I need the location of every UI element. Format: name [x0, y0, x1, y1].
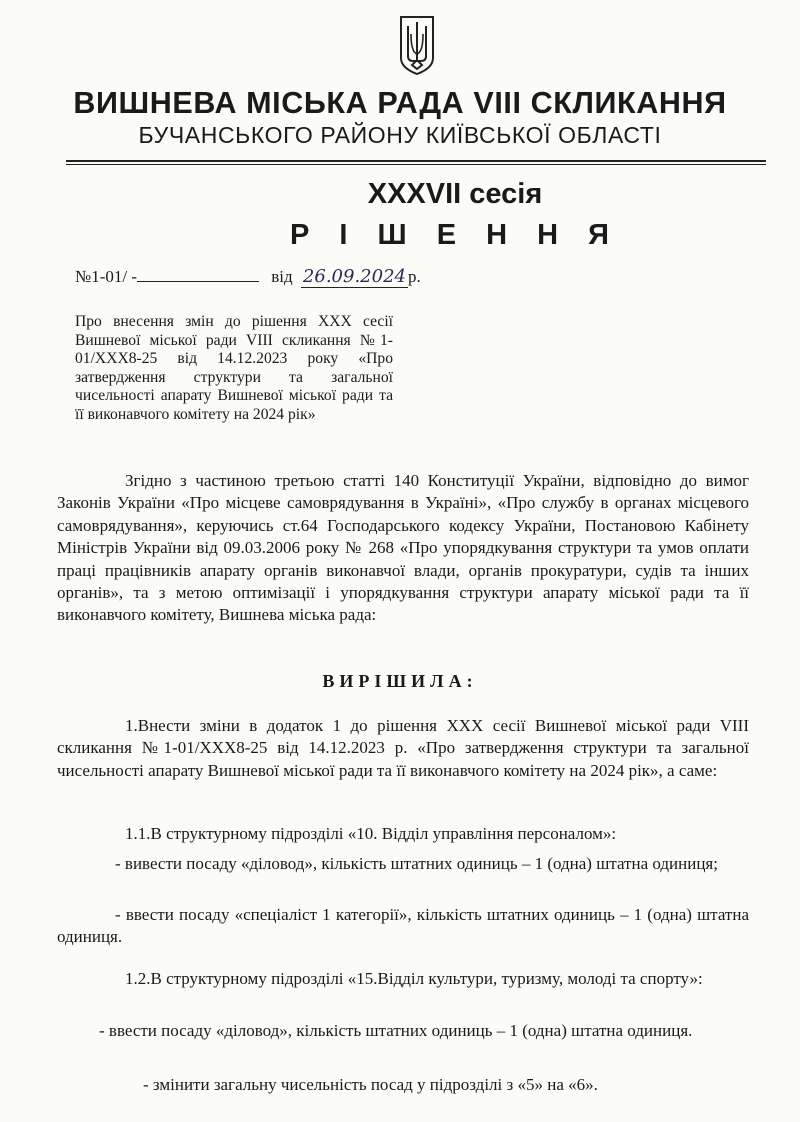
- document-type: Р І Ш Е Н Н Я: [290, 219, 620, 251]
- council-subtitle: БУЧАНСЬКОГО РАЙОНУ КИЇВСЬКОЇ ОБЛАСТІ: [138, 122, 662, 148]
- item-1-1: 1.1.В структурному підрозділі «10. Відділ управління персоналом»:: [125, 824, 617, 843]
- council-name: ВИШНЕВА МІСЬКА РАДА VIII СКЛИКАННЯ: [73, 86, 727, 120]
- item-1: 1.Внести зміни в додаток 1 до рішення XXX сесії Вишневої міської ради VIII скликання №1-01/XXX8-25 від 14.12.2023 р. «Про затвердження структури та загальної чисельності апарату Вишневої міської ради та її виконавчого комітету на 2024 рік», а саме:: [57, 716, 749, 780]
- preamble: Згідно з частиною третьою статті 140 Конституції України, відповідно до вимог Законів України «Про місцеве самоврядування в Україні», «Про службу в органах місцевого самоврядування», керуючись ст.64 Господарського кодексу України, Постановою Кабінету Міністрів України від 09.03.2006 року № 268 «Про упорядкування структури та умов оплати праці працівників апарату органів виконавчої влади, органів прокуратури, судів та інших органів», та з метою оптимізації і упорядкування структури апарату міської ради та її виконавчого комітету, Вишнева міська рада:: [57, 471, 749, 625]
- decision-number-line: [75, 266, 421, 287]
- item-1-2: 1.2.В структурному підрозділі «15.Відділ культури, туризму, молоді та спорту»:: [125, 969, 703, 988]
- header-divider-thin: [66, 164, 766, 165]
- date-suffix: р.: [407, 267, 421, 286]
- decision-number: №1-01/ -: [75, 267, 138, 286]
- handwritten-date: 26.09.2024: [302, 266, 406, 287]
- header-divider: [66, 160, 766, 162]
- coat-of-arms-icon: [397, 14, 437, 76]
- item-1-2-b: - змінити загальну чисельність посад у підрозділі з «5» на «6».: [143, 1075, 598, 1094]
- decision-subject: Про внесення змін до рішення XXX сесії Вишневої міської ради VIII скликання №1-01/XXX8-25 від 14.12.2023 року «Про затвердження структури та загальної чисельності апарату Вишневої міської ради та її виконавчого комітету на 2024 рік»: [75, 313, 393, 423]
- item-1-1-a: - вивести посаду «діловод», кількість штатних одиниць – 1 (одна) штатна одиниця;: [115, 854, 718, 873]
- resolution-heading: ВИРІШИЛА:: [322, 671, 478, 691]
- session-title: XXXVII сесія: [367, 178, 543, 210]
- number-blank: [137, 267, 259, 282]
- item-1-1-b: - ввести посаду «спеціаліст 1 категорії», кількість штатних одиниць – 1 (одна) штатна одиниця.: [57, 905, 749, 947]
- date-prefix: від: [271, 267, 293, 286]
- item-1-2-a: - ввести посаду «діловод», кількість штатних одиниць – 1 (одна) штатна одиниця.: [99, 1021, 693, 1040]
